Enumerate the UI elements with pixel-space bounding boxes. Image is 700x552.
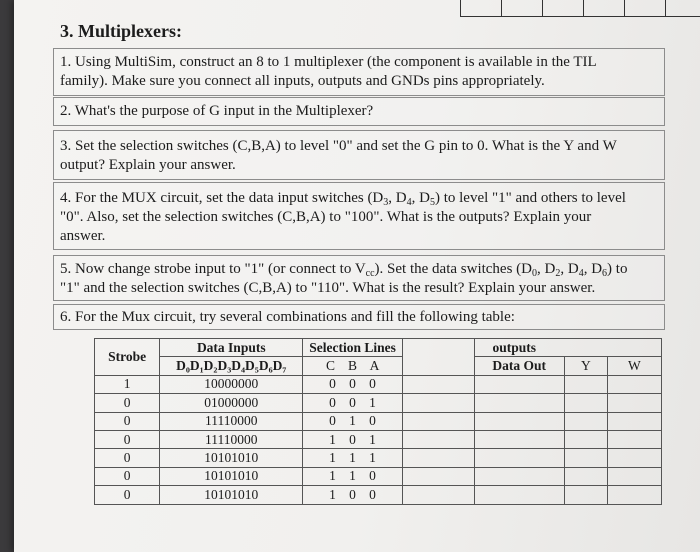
data-out-cell[interactable] (474, 486, 564, 504)
strobe-cell: 0 (95, 394, 160, 412)
data-out-cell[interactable] (474, 412, 564, 430)
question-6-line-1: 6. For the Mux circuit, try several combinations and fill the following table: (60, 309, 515, 325)
blank-cell (402, 449, 474, 467)
y-cell[interactable] (564, 375, 607, 393)
strobe-cell: 0 (95, 412, 160, 430)
blank-cell (402, 430, 474, 448)
y-cell[interactable] (564, 486, 607, 504)
y-cell[interactable] (564, 394, 607, 412)
selection-cell: 0 0 0 (303, 375, 403, 393)
data-out-cell[interactable] (474, 375, 564, 393)
question-4-line-3: answer. (60, 228, 106, 244)
data-cell: 11110000 (160, 430, 303, 448)
top-box (665, 0, 700, 17)
blank-cell (402, 486, 474, 504)
question-4-line-1: 4. For the MUX circuit, set the data input switches ($D_3$, $D_4$, $D_5$) to level "1" and others to level (60, 190, 626, 208)
y-cell[interactable] (564, 449, 607, 467)
table-row (95, 375, 662, 393)
top-box (501, 0, 543, 17)
blank-header-cell (402, 339, 474, 357)
data-inputs-subheader: D₀D₁D₂D₃D₄D₅D₆D₇ (160, 357, 303, 375)
w-cell[interactable] (607, 430, 661, 448)
strobe-cell: 0 (95, 467, 160, 485)
question-2-line-1: 2. What's the purpose of G input in the Multiplexer? (60, 103, 374, 119)
data-cell: 10101010 (160, 449, 303, 467)
table-row (95, 394, 662, 412)
table-row (95, 412, 662, 430)
strobe-cell: 0 (95, 486, 160, 504)
selection-lines-header: Selection Lines (303, 339, 403, 357)
top-answer-boxes (460, 0, 700, 17)
top-box (460, 0, 502, 17)
data-cell: 10101010 (160, 486, 303, 504)
data-out-cell[interactable] (474, 394, 564, 412)
top-box (583, 0, 625, 17)
y-cell[interactable] (564, 430, 607, 448)
blank-cell (402, 394, 474, 412)
question-1-line-2: family). Make sure you connect all inputs, outputs and GNDs pins appropriately. (60, 73, 545, 89)
table-row (95, 467, 662, 485)
table-row (95, 449, 662, 467)
data-out-cell[interactable] (474, 449, 564, 467)
strobe-cell: 0 (95, 430, 160, 448)
selection-cell: 1 0 1 (303, 430, 403, 448)
w-header: W (607, 357, 661, 375)
worksheet-page (14, 0, 700, 552)
w-cell[interactable] (607, 449, 661, 467)
selection-subheader: C B A (303, 357, 403, 375)
blank-cell (402, 467, 474, 485)
y-cell[interactable] (564, 467, 607, 485)
question-3-line-2: output? Explain your answer. (60, 157, 236, 173)
data-cell: 10000000 (160, 375, 303, 393)
data-out-cell[interactable] (474, 430, 564, 448)
strobe-cell: 1 (95, 375, 160, 393)
top-box (624, 0, 666, 17)
selection-cell: 0 0 1 (303, 394, 403, 412)
question-3-line-1: 3. Set the selection switches (C,B,A) to level "0" and set the G pin to 0. What is the Y and W (60, 138, 617, 154)
w-cell[interactable] (607, 486, 661, 504)
selection-cell: 0 1 0 (303, 412, 403, 430)
data-cell: 01000000 (160, 394, 303, 412)
w-cell[interactable] (607, 412, 661, 430)
truth-table (94, 338, 662, 505)
w-cell[interactable] (607, 375, 661, 393)
question-4-line-2: "0". Also, set the selection switches (C,B,A) to "100". What is the outputs? Explain your (60, 209, 592, 225)
strobe-cell: 0 (95, 449, 160, 467)
data-out-header: Data Out (474, 357, 564, 375)
y-header: Y (564, 357, 607, 375)
data-out-cell[interactable] (474, 467, 564, 485)
selection-cell: 1 0 0 (303, 486, 403, 504)
question-1-line-1: 1. Using MultiSim, construct an 8 to 1 multiplexer (the component is available in the TIL (60, 54, 597, 70)
selection-cell: 1 1 0 (303, 467, 403, 485)
table-row (95, 430, 662, 448)
w-cell[interactable] (607, 394, 661, 412)
outputs-header: outputs (474, 339, 661, 357)
strobe-header: Strobe (95, 339, 160, 376)
question-5-line-1: 5. Now change strobe input to "1" (or connect to $V_{cc}$). Set the data switches ($D_0$, $D_2$, $D_4$, $D_6$) to (60, 261, 628, 279)
w-cell[interactable] (607, 467, 661, 485)
blank-cell (402, 412, 474, 430)
question-5-line-2: "1" and the selection switches (C,B,A) to "110". What is the result? Explain your answer. (60, 280, 596, 296)
section-heading: 3. Multiplexers: (60, 21, 182, 41)
y-cell[interactable] (564, 412, 607, 430)
data-cell: 10101010 (160, 467, 303, 485)
top-box (542, 0, 584, 17)
table-row (95, 486, 662, 504)
data-inputs-header: Data Inputs (160, 339, 303, 357)
data-cell: 11110000 (160, 412, 303, 430)
blank-cell (402, 375, 474, 393)
selection-cell: 1 1 1 (303, 449, 403, 467)
